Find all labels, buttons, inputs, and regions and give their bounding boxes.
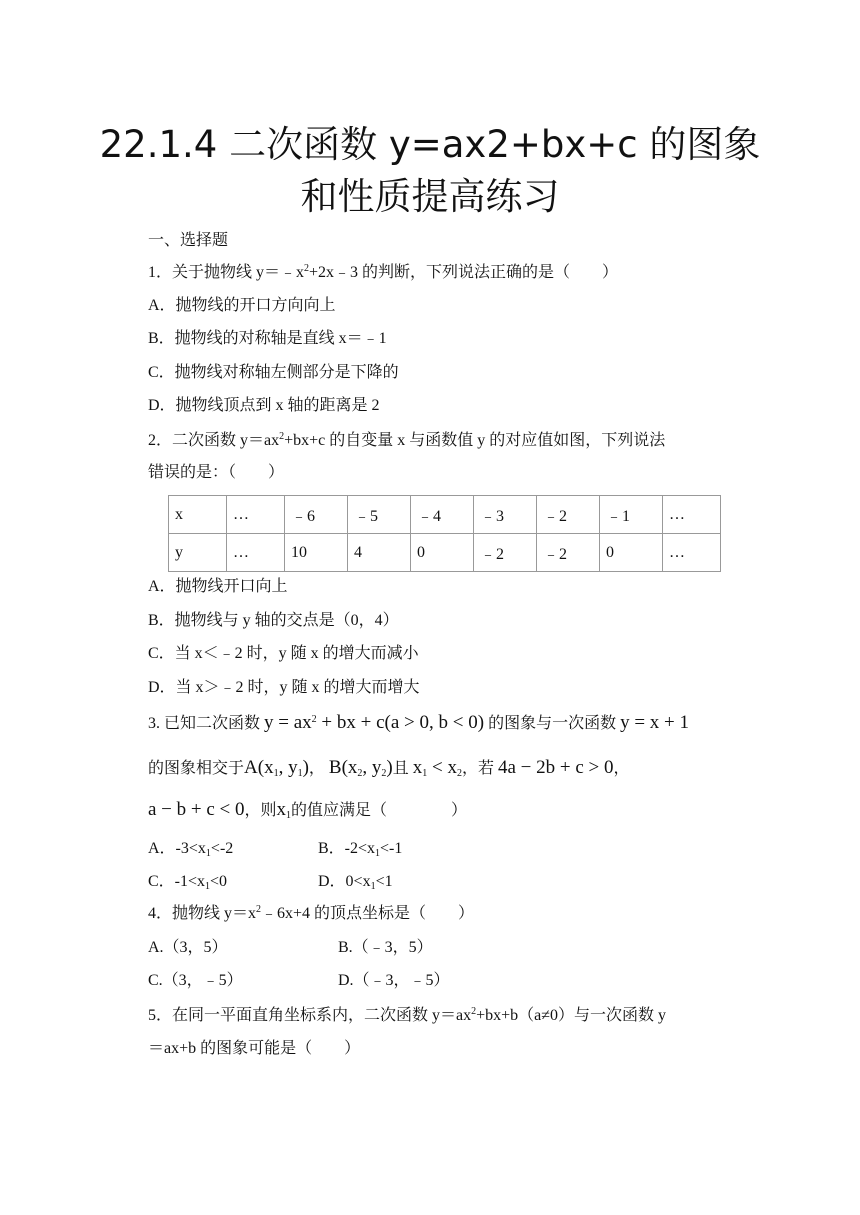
q3-option-b: B．$-2<x_1<-1$ [318,840,403,859]
section-heading: 一、选择题 [148,232,229,249]
q2-stem-line1: 2．二次函数 $y=ax^2+bx+c$ 的自变量 x 与函数值 y 的对应值如图，下列说法 [148,431,666,449]
table-cell: ﹣2 [537,496,600,534]
table-cell: … [227,534,285,572]
q2-value-table [168,495,721,572]
table-cell: 10 [285,534,348,572]
q5-stem-line1: 5．在同一平面直角坐标系内，二次函数 $y=ax^2+bx+b(a\ne 0)$与一次函数 y [148,1006,667,1024]
q3-stem-line3: a − b + c < 0，则$x_1$的值应满足（ ） [148,799,468,821]
q1-stem: 1．关于抛物线 $y=﹣x^2+2x﹣3$ 的判断，下列说法正确的是（ ） [148,263,619,281]
doc-title-line2: 和性质提高练习 [300,175,560,218]
q4-stem: 4．抛物线 $y=x^2﹣6x+4$ 的顶点坐标是（ ） [148,904,475,922]
q5-stem-line2: ＝ax+b 的图象可能是（ ） [148,1040,361,1057]
q3-point-b: $B(x_2$, $y_2$) [328,757,393,779]
q2-stem-line2: 错误的是：（ ） [148,464,285,481]
table-cell: … [663,534,721,572]
table-cell: 4 [348,534,411,572]
table-cell: … [663,496,721,534]
table-cell: ﹣3 [474,496,537,534]
q1-option-c: C．抛物线对称轴左侧部分是下降的 [148,364,399,381]
q2-option-d: D．当 x＞﹣2 时，y 随 x 的增大而增大 [148,679,420,696]
doc-title-line1: 22.1.4 二次函数 y=ax2+bx+c 的图象 [99,123,761,166]
q2-option-c: C．当 x＜﹣2 时，y 随 x 的增大而减小 [148,645,419,662]
q3-option-d: D．$0<x_1<1$ [318,873,393,892]
q4-option-a: A.（3，5） [148,939,228,956]
q3-quadratic-formula: $y = ax^2$ + bx + c(a > 0, b < 0) [264,712,485,733]
q3-condition-2: a − b + c < 0 [148,799,245,820]
table-cell: ﹣1 [600,496,663,534]
q3-x1: $x_1$ [276,799,292,821]
q4-option-c: C.（3，﹣5） [148,972,243,989]
table-cell: 0 [600,534,663,572]
table-row-y [169,534,721,572]
q4-option-d: D.（﹣3，﹣5） [338,972,450,989]
table-cell: 0 [411,534,474,572]
table-row-x [169,496,721,534]
table-cell: ﹣5 [348,496,411,534]
q3-condition-x: $x_1 < x_2$ [412,757,462,779]
table-cell: x [169,496,227,534]
q3-condition-1: 4a − 2b + c > 0 [498,757,614,778]
q3-stem-line2: 的图象相交于$A(x_1$, $y_1$)， $B(x_2$, $y_2$)且 $x_1 < x_2$，若 4a − 2b + c > 0， [148,757,630,779]
q2-option-b: B．抛物线与 y 轴的交点是（0，4） [148,612,399,629]
q3-option-a: A．$-3<x_1<-2$ [148,840,234,859]
table-cell: y [169,534,227,572]
q1-option-d: D．抛物线顶点到 x 轴的距离是 2 [148,397,380,414]
q1-option-b: B．抛物线的对称轴是直线 x＝﹣1 [148,330,387,347]
q4-option-b: B.（﹣3，5） [338,939,433,956]
table-cell: ﹣6 [285,496,348,534]
q1-option-a: A．抛物线的开口方向向上 [148,297,336,314]
q3-stem-line1: 3. 已知二次函数 $y = ax^2$ + bx + c(a > 0, b < 0) 的图象与一次函数 y = x + 1 [148,712,690,733]
q3-point-a: $A(x_1$, $y_1$) [244,757,309,779]
q3-linear-formula: y = x + 1 [620,712,690,733]
table-cell: ﹣2 [474,534,537,572]
table-cell: … [227,496,285,534]
table-cell: ﹣2 [537,534,600,572]
table-cell: ﹣4 [411,496,474,534]
q2-option-a: A．抛物线开口向上 [148,578,288,595]
q3-option-c: C．$-1<x_1<0$ [148,873,228,892]
